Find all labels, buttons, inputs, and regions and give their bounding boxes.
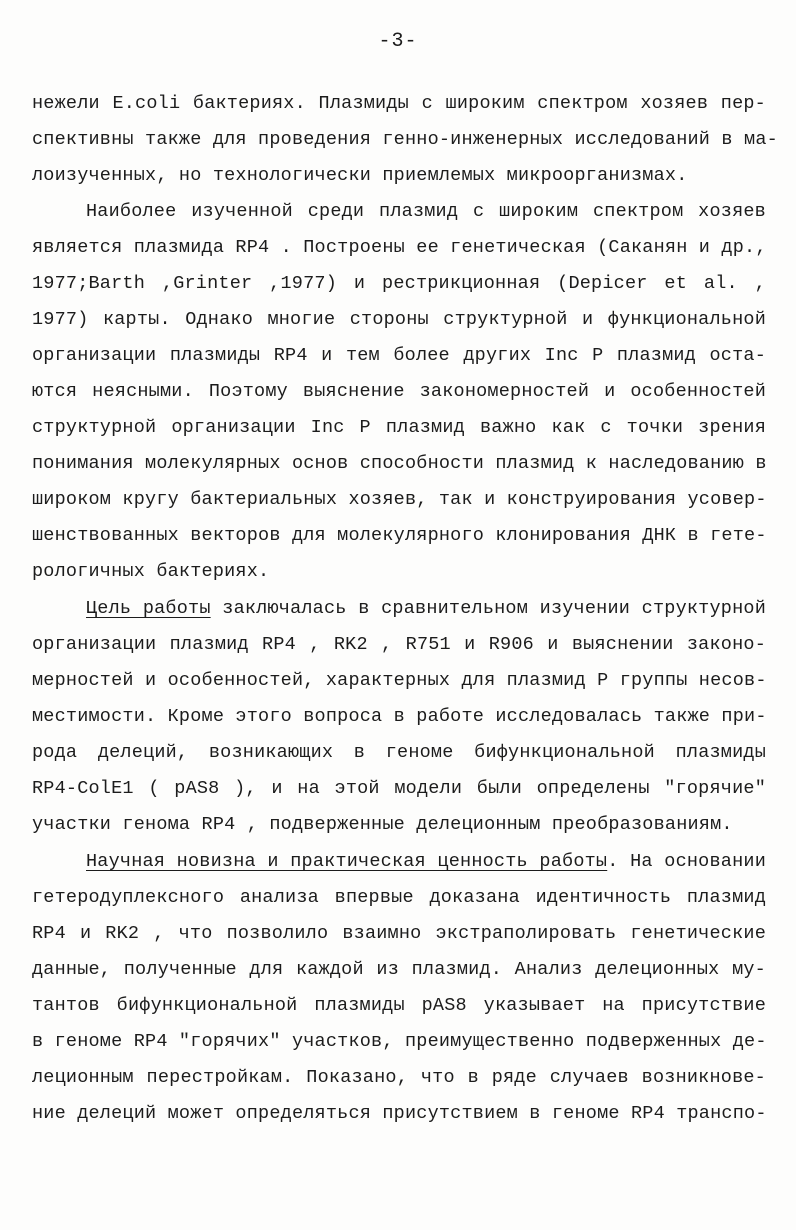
- text-line: местимости. Кроме этого вопроса в работе исследовалась также при-: [32, 706, 767, 727]
- heading-goal: Цель работы: [86, 598, 211, 619]
- text-line: организации плазмид RP4 , RK2 , R751 и R906 и выяснении законо-: [32, 634, 766, 655]
- text-line: 1977) карты. Однако многие стороны структурной и функциональной: [32, 309, 766, 330]
- text-line: 1977;Barth ,Grinter ,1977) и рестрикционная (Depicer et al. ,: [32, 273, 766, 294]
- novelty-paragraph-first-line: [86, 850, 766, 874]
- goal-paragraph-first-line: [86, 597, 766, 621]
- text-line: мерностей и особенностей, характерных для плазмид P группы несов-: [32, 670, 767, 691]
- text-line: шенствованных векторов для молекулярного клонирования ДНК в гете-: [32, 525, 767, 546]
- text-line: рологичных бактериях.: [32, 561, 270, 582]
- text-line: лоизученных, но технологически приемлемых микроорганизмах.: [32, 165, 688, 186]
- text-line: нежели E.coli бактериях. Плазмиды с широким спектром хозяев пер-: [32, 93, 766, 114]
- text-line: данные, полученные для каждой из плазмид. Анализ делеционных му-: [32, 959, 766, 980]
- text-line: организации плазмиды RP4 и тем более других Inc P плазмид оста-: [32, 345, 766, 366]
- heading-novelty: Научная новизна и практическая ценность работы: [86, 851, 608, 872]
- text-line: в геноме RP4 "горячих" участков, преимущественно подверженных де-: [32, 1031, 767, 1052]
- text-line: рода делеций, возникающих в геноме бифункциональной плазмиды: [32, 742, 766, 763]
- page-number: -3-: [378, 30, 418, 53]
- text-fragment: заключалась в сравнительном изучении структурной: [222, 598, 766, 619]
- text-line: RP4 и RK2 , что позволило взаимно экстраполировать генетические: [32, 923, 766, 944]
- text-line: RP4-ColE1 ( pAS8 ), и на этой модели были определены "горячие": [32, 778, 766, 799]
- text-line: понимания молекулярных основ способности плазмид к наследованию в: [32, 453, 767, 474]
- text-fragment: . На основании: [607, 851, 766, 872]
- text-line: спективны также для проведения генно-инженерных исследований в ма-: [32, 129, 778, 150]
- text-line: Наиболее изученной среди плазмид с широким спектром хозяев: [86, 201, 766, 222]
- text-line: гетеродуплексного анализа впервые доказана идентичность плазмид: [32, 887, 766, 908]
- text-line: ние делеций может определяться присутствием в геноме RP4 транспо-: [32, 1103, 767, 1124]
- text-line: является плазмида RP4 . Построены ее генетическая (Саканян и др.,: [32, 237, 767, 258]
- text-line: тантов бифункциональной плазмиды pAS8 указывает на присутствие: [32, 995, 766, 1016]
- text-line: ются неясными. Поэтому выяснение закономерностей и особенностей: [32, 381, 766, 402]
- text-line: широком кругу бактериальных хозяев, так и конструирования усовер-: [32, 489, 767, 510]
- text-line: участки генома RP4 , подверженные делеционным преобразованиям.: [32, 814, 733, 835]
- text-line: структурной организации Inc P плазмид важно как с точки зрения: [32, 417, 766, 438]
- text-line: леционным перестройкам. Показано, что в ряде случаев возникнове-: [32, 1067, 766, 1088]
